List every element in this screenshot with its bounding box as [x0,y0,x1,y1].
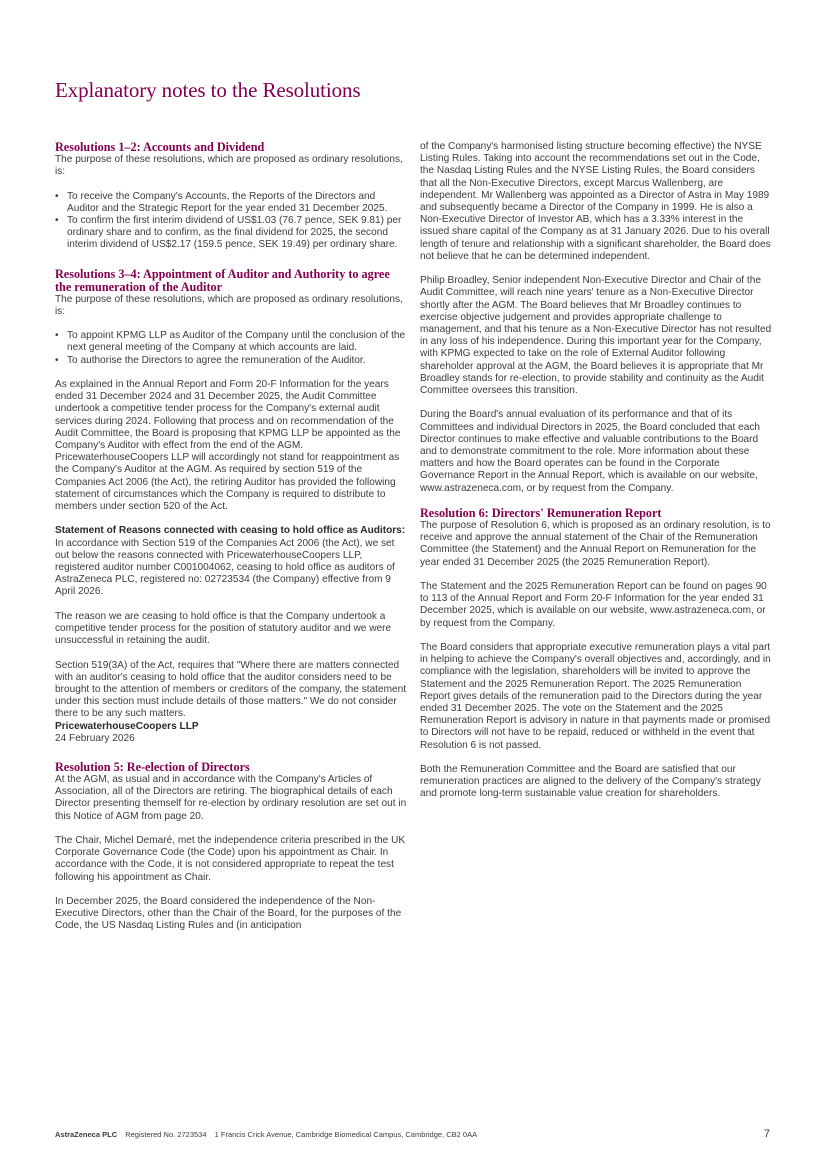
footer-company: AstraZeneca PLC [55,1129,118,1139]
resolution-5-paragraph: At the AGM, as usual and in accordance with the Company's Articles of Association, all of the Directors are retiring. The biographical details of each Director presenting themself for re-election by ordinary resolution are set out in this Notice of AGM from page 20. [55,774,407,822]
left-column [55,141,407,945]
resolution-5-continued-paragraph: of the Company's harmonised listing structure becoming effective) the NYSE Listing Rules. Taking into account the recommendations set out in the Code, the Nasdaq Listing Rules and the NYSE Listing Rules, the Board considers that all the Non-Executive Directors, except Marcus Wallenberg, are independent. Mr Wallenberg was appointed as a Director of Astra in May 1989 and subsequently became a Director of the Company in 1999. He is also a Non-Executive Director of Investor AB, which has a 3.33% interest in the issued share capital of the Company as at 31 January 2026. Due to his overall length of tenure and relationship with a significant shareholder, the Board does not believe that he can be determined independent. [420,141,771,262]
resolution-6-heading: Resolution 6: Directors' Remuneration Report [420,506,662,521]
resolutions-1-2-list [55,191,407,252]
resolutions-1-2-intro: The purpose of these resolutions, which are proposed as ordinary resolutions, is: [55,154,403,178]
footer-address: 1 Francis Crick Avenue, Cambridge Biomedical Campus, Cambridge, CB2 0AA [214,1129,478,1139]
right-column [420,141,772,813]
resolution-5-paragraph: In December 2025, the Board considered the independence of the Non-Executive Directors, other than the Chair of the Board, for the purposes of the Code, the US Nasdaq Listing Rules and (in anticipation [55,896,402,932]
footer-company-info [55,1130,477,1139]
resolution-6-paragraph: The purpose of Resolution 6, which is proposed as an ordinary resolution, is to receive and approve the annual statement of the Chair of the Remuneration Committee (the Statement) and the Annual Report on Remuneration for the year ended 31 December 2025 (the 2025 Remuneration Report). [420,520,771,568]
resolutions-3-4-paragraph: As explained in the Annual Report and Form 20-F Information for the years ended 31 December 2024 and 31 December 2025, the Audit Committee undertook a competitive tender process for the Company's external audit services during 2024. Following that process and on recommendation of the Audit Committee, the Board is proposing that KPMG LLP be appointed as the Company's Auditor with effect from the end of the AGM. PricewaterhouseCoopers LLP will accordingly not stand for reappointment as the Company's Auditor at the AGM. As required by section 519 of the Companies Act 2006 (the Act), the retiring Auditor has provided the following statement of circumstances which the Company is required to distribute to members under section 520 of the Act. [55,379,401,513]
resolution-5-continued-paragraph: During the Board's annual evaluation of its performance and that of its Committees and individual Directors in 2025, the Board concluded that each Director continues to make effective and valuable contributions to the Board and to demonstrate commitment to the role. More information about these matters and how the Board operates can be found in the Corporate Governance Report in the Annual Report, which is available on our website, www.astrazeneca.com, or by request from the Company. [420,409,761,494]
signature-date: 24 February 2026 [55,732,135,744]
resolution-6-paragraph: The Board considers that appropriate executive remuneration plays a vital part in helping to achieve the Company's overall objectives and, accordingly, and in compliance with the legislation, shareholders will be invited to approve the Statement and the 2025 Remuneration Report. The 2025 Remuneration Report gives details of the remuneration paid to the Directors during the year ended 31 December 2025. The vote on the Statement and the 2025 Remuneration Report is advisory in nature in that payments made or promised to Directors will not have to be repaid, reduced or withheld in the event that Resolution 6 is not passed. [420,642,771,751]
auditor-signatory: PricewaterhouseCoopers LLP [55,720,199,732]
page-number: 7 [763,1128,770,1140]
footer-registration: Registered No. 2723534 [125,1129,207,1139]
resolution-6-paragraph: Both the Remuneration Committee and the Board are satisfied that our remuneration practices are aligned to the delivery of the Company's strategy and promote long-term sustainable value creation for shareholders. [420,764,761,800]
statement-of-reasons-heading: Statement of Reasons connected with ceasing to hold office as Auditors: [55,525,406,537]
resolution-5-paragraph: The Chair, Michel Demaré, met the independence criteria prescribed in the UK Corporate Governance Code (the Code) upon his appointment as Chair. In accordance with the Code, it is not considered appropriate to repeat the test following his appointment as Chair. [55,835,406,883]
statement-paragraph: The reason we are ceasing to hold office is that the Company undertook a competitive tender process for the position of statutory auditor and we were unsuccessful in retaining the audit. [55,610,392,647]
list-item: • To receive the Company's Accounts, the Reports of the Directors and Auditor and the Strategic Report for the year ended 31 December 2025. [67,191,407,215]
resolutions-3-4-list [55,330,407,367]
resolutions-3-4-intro: The purpose of these resolutions, which are proposed as ordinary resolutions, is: [55,293,403,317]
resolutions-3-4-heading: Resolutions 3–4: Appointment of Auditor and Authority to agree the remuneration of the Auditor [55,266,390,294]
resolution-5-heading: Resolution 5: Re-election of Directors [55,760,250,775]
resolutions-1-2-heading: Resolutions 1–2: Accounts and Dividend [55,140,265,154]
list-item: • To appoint KPMG LLP as Auditor of the Company until the conclusion of the next general meeting of the Company at which accounts are laid. [67,330,407,354]
resolution-5-continued-paragraph: Philip Broadley, Senior independent Non-Executive Director and Chair of the Audit Committee, will reach nine years' tenure as a Non-Executive Director shortly after the AGM. The Board believes that Mr Broadley continues to exercise objective judgement and provides appropriate challenge to management, and that his tenure as a Non-Executive Director has not resulted in any loss of his independence. During this important year for the Company, with KPMG expected to take on the role of External Auditor following shareholder approval at the AGM, the Board believes it is appropriate that Mr Broadley stands for re-election, to provide stability and continuity as the Audit Committee oversees this transition. [420,275,772,397]
statement-paragraph: In accordance with Section 519 of the Companies Act 2006 (the Act), we set out below the reasons connected with PricewaterhouseCoopers LLP, registered auditor number C001004062, ceasing to hold office as auditors of AstraZeneca PLC, registered no: 02723534 (the Company) effective from 9 April 2026. [55,537,395,598]
page-title: Explanatory notes to the Resolutions [55,78,361,102]
page-footer [55,1128,770,1140]
list-item: • To authorise the Directors to agree the remuneration of the Auditor. [67,355,407,367]
list-item: • To confirm the first interim dividend of US$1.03 (76.7 pence, SEK 9.81) per ordinary share and to confirm, as the final dividend for 2025, the second interim dividend of US$2.17 (159.5 pence, SEK 19.49) per ordinary share. [67,215,407,252]
resolution-6-paragraph: The Statement and the 2025 Remuneration Report can be found on pages 90 to 113 of the Annual Report and Form 20-F Information for the year ended 31 December 2025, which is available on our website, www.astrazeneca.com, or by request from the Company. [420,581,767,629]
statement-paragraph: Section 519(3A) of the Act, requires that "Where there are matters connected with an auditor's ceasing to hold office that the auditor considers need to be brought to the attention of members or creditors of the company, the statement under this section must include details of those matters." We do not consider there to be any such matters. [55,659,407,720]
